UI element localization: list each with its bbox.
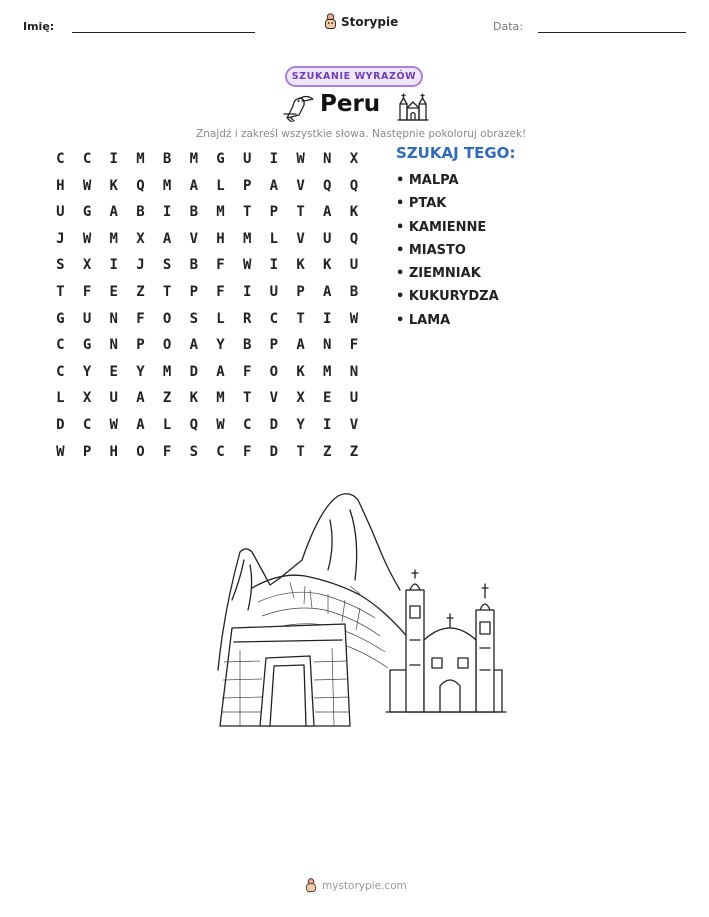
grid-cell[interactable]: Z: [323, 443, 332, 460]
grid-cell[interactable]: L: [216, 310, 225, 327]
word-text: ZIEMNIAK: [408, 266, 481, 282]
grid-cell[interactable]: B: [136, 204, 145, 221]
grid-cell[interactable]: H: [216, 230, 225, 247]
grid-cell[interactable]: Z: [136, 283, 145, 300]
grid-cell[interactable]: E: [109, 363, 118, 380]
grid-cell[interactable]: L: [216, 177, 225, 194]
grid-cell[interactable]: A: [189, 337, 198, 354]
grid-cell[interactable]: Y: [82, 363, 92, 380]
grid-cell[interactable]: T: [162, 283, 172, 300]
grid-cell[interactable]: K: [296, 257, 305, 274]
name-label: Imię:: [23, 20, 55, 33]
grid-cell[interactable]: B: [349, 283, 359, 300]
grid-cell[interactable]: A: [189, 177, 198, 194]
grid-cell[interactable]: V: [189, 230, 198, 247]
grid-cell[interactable]: F: [162, 443, 172, 460]
grid-cell[interactable]: B: [162, 151, 172, 167]
grid-cell[interactable]: Q: [349, 230, 359, 247]
grid-cell[interactable]: X: [136, 230, 145, 247]
grid-cell[interactable]: T: [296, 204, 305, 221]
grid-cell[interactable]: K: [296, 363, 305, 380]
grid-cell[interactable]: W: [216, 416, 225, 433]
grid-cell[interactable]: C: [242, 416, 252, 433]
grid-cell[interactable]: A: [296, 337, 305, 354]
church-icon: [396, 90, 430, 121]
bullet: •: [396, 173, 409, 188]
grid-cell[interactable]: S: [56, 257, 65, 274]
grid-cell[interactable]: G: [216, 151, 225, 167]
peru-landscape-illustration: [210, 490, 510, 730]
grid-cell[interactable]: V: [269, 390, 279, 407]
grid-cell[interactable]: F: [216, 283, 225, 300]
grid-cell[interactable]: O: [162, 337, 172, 354]
grid-cell[interactable]: T: [242, 204, 252, 221]
toucan-icon: [282, 88, 314, 122]
grid-cell[interactable]: M: [162, 363, 172, 380]
bullet: •: [396, 312, 409, 328]
letter-grid[interactable]: [47, 146, 367, 465]
word-list-item: [396, 194, 499, 217]
bullet: •: [396, 289, 409, 305]
word-list-item: [396, 311, 499, 334]
grid-cell[interactable]: M: [242, 230, 252, 247]
instructions: Znajdź i zakreśl wszystkie słowa. Następnie pokoloruj obrazek!: [196, 128, 527, 140]
grid-cell[interactable]: X: [349, 151, 359, 167]
grid-cell[interactable]: C: [216, 443, 225, 460]
grid-cell[interactable]: F: [242, 443, 252, 460]
grid-cell[interactable]: M: [216, 390, 225, 407]
grid-cell[interactable]: I: [242, 283, 252, 300]
name-line[interactable]: [72, 32, 255, 33]
grid-cell[interactable]: F: [216, 257, 225, 274]
grid-cell[interactable]: A: [323, 283, 332, 300]
word-list-item: [396, 264, 499, 287]
grid-cell[interactable]: T: [296, 443, 305, 460]
word-text: PTAK: [408, 196, 447, 212]
grid-cell[interactable]: L: [269, 230, 279, 247]
grid-cell[interactable]: U: [242, 151, 252, 167]
grid-cell[interactable]: P: [269, 337, 279, 354]
grid-cell[interactable]: N: [349, 363, 359, 380]
brand-name: Storypie: [341, 14, 399, 29]
grid-cell[interactable]: C: [56, 337, 65, 354]
grid-cell[interactable]: H: [109, 443, 118, 460]
grid-cell[interactable]: O: [269, 363, 279, 380]
grid-cell[interactable]: M: [136, 151, 145, 167]
grid-cell[interactable]: B: [189, 257, 198, 274]
grid-cell[interactable]: Q: [349, 177, 359, 194]
grid-cell[interactable]: U: [82, 310, 92, 327]
grid-cell[interactable]: D: [56, 416, 65, 433]
grid-cell[interactable]: J: [136, 257, 145, 274]
word-list-item: [396, 287, 499, 310]
grid-cell[interactable]: H: [56, 177, 65, 194]
grid-cell[interactable]: K: [109, 177, 118, 194]
bullet: •: [396, 242, 409, 258]
grid-cell[interactable]: R: [242, 310, 252, 327]
bullet: •: [396, 196, 409, 212]
grid-cell[interactable]: I: [109, 151, 118, 167]
grid-cell[interactable]: P: [296, 283, 305, 300]
grid-cell[interactable]: U: [349, 390, 359, 407]
grid-cell[interactable]: W: [109, 416, 118, 433]
grid-cell[interactable]: A: [269, 177, 279, 194]
grid-cell[interactable]: O: [136, 443, 145, 460]
grid-cell[interactable]: E: [323, 390, 332, 407]
grid-cell[interactable]: W: [56, 443, 65, 460]
grid-cell[interactable]: N: [323, 151, 332, 167]
grid-cell[interactable]: K: [349, 204, 359, 221]
word-text: LAMA: [408, 312, 451, 328]
grid-cell[interactable]: Z: [162, 390, 172, 407]
bullet: •: [396, 266, 409, 282]
word-text: KUKURYDZA: [408, 289, 499, 305]
grid-cell[interactable]: M: [109, 230, 118, 247]
grid-cell[interactable]: K: [189, 390, 198, 407]
grid-cell[interactable]: D: [269, 443, 279, 460]
grid-cell[interactable]: U: [109, 390, 118, 407]
grid-cell[interactable]: M: [323, 363, 332, 380]
word-text: MIASTO: [408, 242, 466, 258]
grid-cell[interactable]: C: [56, 363, 65, 380]
grid-cell[interactable]: F: [82, 283, 92, 300]
grid-cell[interactable]: Y: [216, 337, 225, 354]
grid-cell[interactable]: G: [82, 337, 92, 354]
grid-cell[interactable]: F: [349, 337, 359, 354]
grid-cell[interactable]: K: [323, 257, 332, 274]
grid-cell[interactable]: W: [242, 257, 252, 274]
footer: [305, 878, 407, 893]
grid-cell[interactable]: Q: [136, 177, 145, 194]
grid-cell[interactable]: P: [242, 177, 252, 194]
grid-cell[interactable]: P: [82, 443, 92, 460]
grid-cell[interactable]: F: [242, 363, 252, 380]
word-text: KAMIENNE: [408, 219, 487, 235]
grid-cell[interactable]: U: [349, 257, 359, 274]
brand: [324, 13, 398, 30]
grid-cell[interactable]: M: [162, 177, 172, 194]
grid-cell[interactable]: W: [296, 151, 305, 167]
grid-cell[interactable]: I: [269, 257, 279, 274]
page-title: Peru: [320, 91, 381, 117]
footer-url[interactable]: mystorypie.com: [322, 879, 407, 892]
grid-cell[interactable]: T: [296, 310, 305, 327]
word-list-item: [396, 241, 499, 264]
grid-cell[interactable]: B: [189, 204, 198, 221]
grid-cell[interactable]: I: [162, 204, 172, 221]
grid-cell[interactable]: C: [269, 310, 279, 327]
grid-cell[interactable]: V: [349, 416, 359, 433]
grid-cell[interactable]: I: [323, 416, 332, 433]
grid-cell[interactable]: U: [323, 230, 332, 247]
grid-cell[interactable]: Q: [189, 416, 198, 433]
grid-cell[interactable]: D: [269, 416, 279, 433]
grid-cell[interactable]: T: [56, 283, 65, 300]
grid-cell[interactable]: A: [136, 416, 145, 433]
activity-badge: SZUKANIE WYRAZÓW: [285, 66, 423, 87]
grid-cell[interactable]: I: [269, 151, 279, 167]
grid-cell[interactable]: E: [109, 283, 118, 300]
grid-cell[interactable]: A: [216, 363, 225, 380]
grid-cell[interactable]: Q: [323, 177, 332, 194]
grid-cell[interactable]: S: [162, 257, 172, 274]
storypie-logo-icon: [324, 13, 337, 30]
grid-cell[interactable]: Y: [296, 416, 305, 433]
grid-cell[interactable]: C: [82, 151, 92, 167]
grid-cell[interactable]: C: [56, 151, 65, 167]
grid-cell[interactable]: M: [189, 151, 198, 167]
word-list-heading: SZUKAJ TEGO:: [396, 144, 516, 162]
grid-cell[interactable]: P: [136, 337, 145, 354]
grid-cell[interactable]: P: [189, 283, 198, 300]
word-text: MALPA: [408, 173, 459, 188]
grid-cell[interactable]: X: [296, 390, 305, 407]
word-list: [396, 171, 499, 334]
grid-cell[interactable]: I: [323, 310, 332, 327]
grid-cell[interactable]: P: [269, 204, 279, 221]
grid-cell[interactable]: G: [56, 310, 65, 327]
grid-cell[interactable]: A: [162, 230, 172, 247]
grid-cell[interactable]: O: [162, 310, 172, 327]
word-list-item: [396, 171, 499, 194]
date-label: Data:: [493, 20, 523, 33]
grid-cell[interactable]: W: [82, 177, 92, 194]
grid-cell[interactable]: S: [189, 443, 198, 460]
grid-cell[interactable]: S: [189, 310, 198, 327]
grid-cell[interactable]: D: [189, 363, 198, 380]
grid-cell[interactable]: U: [269, 283, 279, 300]
grid-cell[interactable]: F: [136, 310, 145, 327]
grid-cell[interactable]: L: [162, 416, 172, 433]
grid-cell[interactable]: B: [242, 337, 252, 354]
word-list-item: [396, 218, 499, 241]
grid-cell[interactable]: Z: [349, 443, 359, 460]
grid-cell[interactable]: N: [109, 337, 118, 354]
grid-cell[interactable]: L: [56, 390, 65, 407]
grid-cell[interactable]: U: [56, 204, 65, 221]
bullet: •: [396, 219, 409, 235]
grid-cell[interactable]: W: [82, 230, 92, 247]
grid-cell[interactable]: G: [82, 204, 92, 221]
grid-cell[interactable]: A: [136, 390, 145, 407]
grid-cell[interactable]: C: [82, 416, 92, 433]
grid-cell[interactable]: Y: [136, 363, 145, 380]
grid-cell[interactable]: N: [323, 337, 332, 354]
date-line[interactable]: [538, 32, 686, 33]
grid-cell[interactable]: I: [109, 257, 118, 274]
grid-cell[interactable]: T: [242, 390, 252, 407]
grid-cell[interactable]: X: [82, 257, 92, 274]
grid-cell[interactable]: X: [82, 390, 92, 407]
grid-cell[interactable]: V: [296, 230, 305, 247]
grid-cell[interactable]: W: [349, 310, 359, 327]
grid-cell[interactable]: V: [296, 177, 305, 194]
grid-cell[interactable]: A: [323, 204, 332, 221]
grid-cell[interactable]: N: [109, 310, 118, 327]
storypie-logo-icon: [305, 878, 317, 893]
grid-cell[interactable]: J: [56, 230, 65, 247]
grid-cell[interactable]: A: [109, 204, 118, 221]
grid-cell[interactable]: M: [216, 204, 225, 221]
